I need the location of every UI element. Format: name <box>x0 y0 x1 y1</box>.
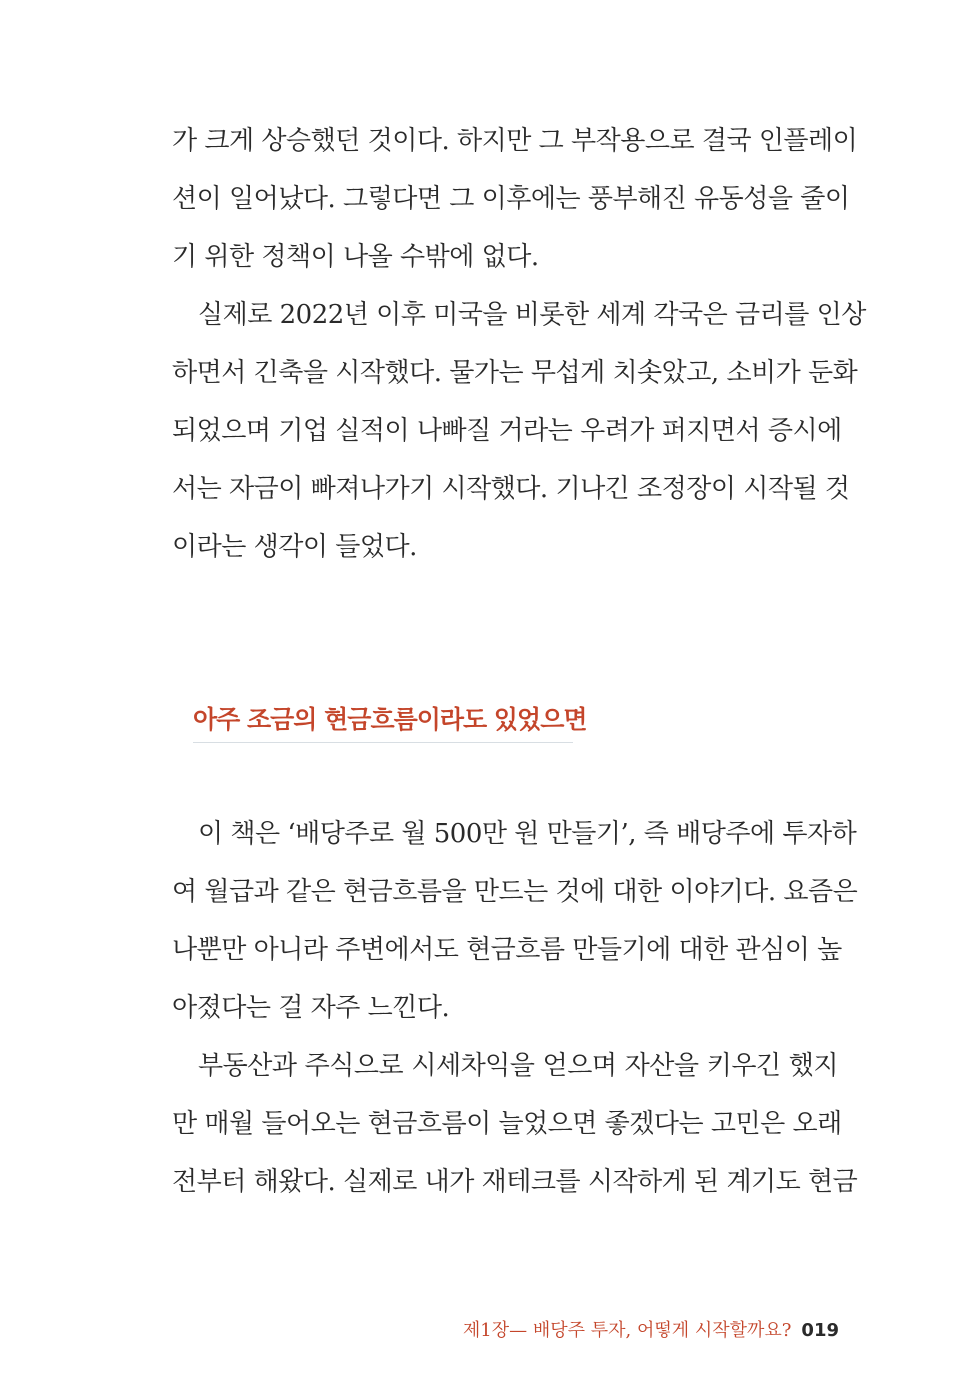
page-number: 019 <box>801 1320 839 1341</box>
text-line: 전부터 해왔다. 실제로 내가 재테크를 시작하게 된 계기도 현금 <box>172 1167 858 1197</box>
text-line: 서는 자금이 빠져나가기 시작했다. 기나긴 조정장이 시작될 것 <box>172 474 850 504</box>
text-line: 하면서 긴축을 시작했다. 물가는 무섭게 치솟았고, 소비가 둔화 <box>172 358 858 388</box>
section-heading: 아주 조금의 현금흐름이라도 있었으면 <box>193 705 587 734</box>
text-line: 션이 일어났다. 그렇다면 그 이후에는 풍부해진 유동성을 줄이 <box>172 184 850 214</box>
text-line: 되었으며 기업 실적이 나빠질 거라는 우려가 퍼지면서 증시에 <box>172 416 842 446</box>
text-line: 이 책은 ‘배당주로 월 500만 원 만들기’, 즉 배당주에 투자하 <box>198 819 857 849</box>
text-line: 이라는 생각이 들었다. <box>172 532 417 562</box>
body-text-lower <box>172 805 858 1211</box>
text-line: 실제로 2022년 이후 미국을 비롯한 세계 각국은 금리를 인상 <box>198 300 866 330</box>
text-line: 여 월급과 같은 현금흐름을 만드는 것에 대한 이야기다. 요즘은 <box>172 877 858 907</box>
text-line: 가 크게 상승했던 것이다. 하지만 그 부작용으로 결국 인플레이 <box>172 126 858 156</box>
text-line: 기 위한 정책이 나올 수밖에 없다. <box>172 242 539 272</box>
text-line: 만 매월 들어오는 현금흐름이 늘었으면 좋겠다는 고민은 오래 <box>172 1109 842 1139</box>
page-footer <box>463 1316 839 1342</box>
text-line: 부동산과 주식으로 시세차익을 얻으며 자산을 키우긴 했지 <box>198 1051 838 1081</box>
text-line: 아졌다는 걸 자주 느낀다. <box>172 993 450 1023</box>
chapter-title: 제1장— 배당주 투자, 어떻게 시작할까요? <box>462 1320 792 1341</box>
body-text-upper <box>172 112 866 576</box>
text-line: 나뿐만 아니라 주변에서도 현금흐름 만들기에 대한 관심이 높 <box>172 935 842 965</box>
heading-underline <box>193 742 573 743</box>
